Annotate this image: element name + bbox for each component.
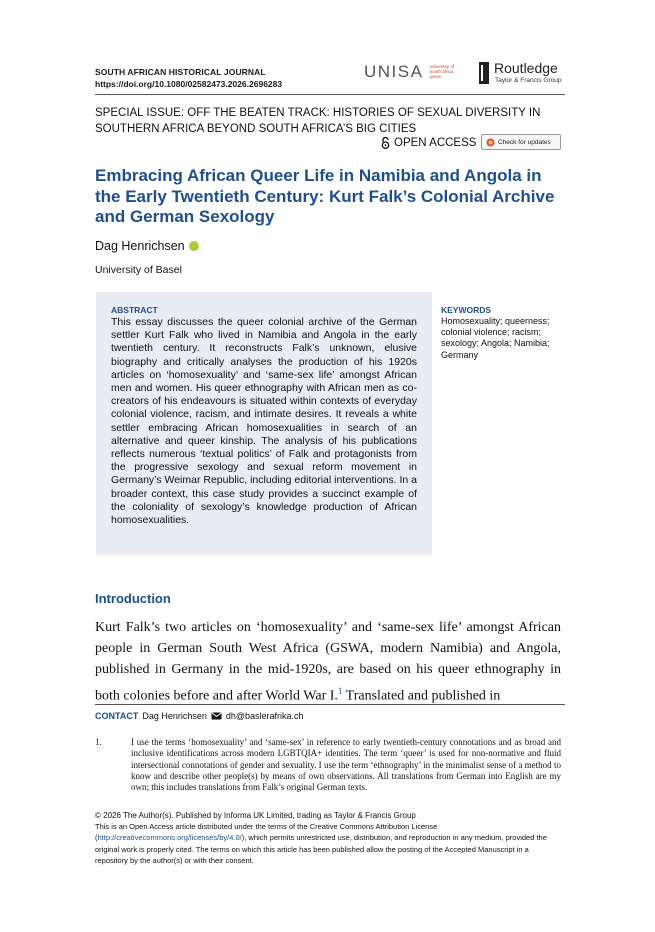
copyright-block [95,810,561,866]
routledge-mark-icon [479,62,489,84]
license-link[interactable]: http://creativecommons.org/licenses/by/4.0/ [97,833,242,843]
header-divider [95,94,565,95]
check-updates-icon [486,138,495,147]
routledge-logo-subtitle: Taylor & Francis Group [495,77,562,84]
author-line [95,239,199,253]
abstract-heading: ABSTRACT [111,305,158,315]
envelope-icon [211,712,222,720]
footnote-text: I use the terms ‘homosexuality’ and ‘same-sex’ in reference to early twentieth-century connotations and as broad and inclusive identifications across modern LGBTQIA+ identities. The term ‘queer’ is used for non-normative and fluid intersectional connotations of gender and sexuality. I use the term ‘ethnography’ in the minimalist sense of a method to know and describe other people(s) by means of own observations. All translations from German into English are my own; this includes translations from Falk’s original German texts. [131,737,561,793]
keywords-text: Homosexuality; queerness; colonial violence; racism; sexology; Angola; Namibia; Germany [441,316,550,360]
open-access-lock-icon [381,137,390,149]
author-affiliation: University of Basel [95,264,182,276]
license-text-part-2: ), which permits unrestricted use, distribution, and reproduction in any medium, provided the original work is properly cited. The terms on which this article has been published allow the posting of the Accepted Manuscript in a repository by the author(s) or with their consent. [95,833,547,865]
unisa-logo: UNISA [364,62,424,81]
unisa-logo-subtitle: university of south africa press [430,64,455,79]
keywords-heading: KEYWORDS [441,305,492,315]
journal-name: SOUTH AFRICAN HISTORICAL JOURNAL [95,67,266,77]
doi-link[interactable]: https://doi.org/10.1080/02582473.2026.2696283 [95,79,283,89]
special-issue-heading: SPECIAL ISSUE: OFF THE BEATEN TRACK: HISTORIES OF SEXUAL DIVERSITY IN SOUTHERN AFRICA BEYOND SOUTH AFRICA’S BIG CITIES [95,107,541,135]
abstract-text: This essay discusses the queer colonial archive of the German settler Kurt Falk who lived in Namibia and Angola in the early twentieth century. It reconstructs Falk’s unknown, elusive biography and critically analyses the production of his 1920s articles on ‘homosexuality’ and ‘same-sex life’ amongst African men and women. His queer ethnography with African men as co-creators of his endeavours is situated within contexts of everyday colonial violence, racism, and intimate desires. It reveals a white settler embracing African homosexualities in search of an alternative and queer kinship. The analysis of his publications reflects numerous ‘textual politics’ of Falk and protagonists from the progressive sexology and sexual reform movement in Germany’s Weimar Republic, including editorial interventions. In a broader context, this case study provides a succinct example of the coloniality of sexology’s knowledge production of African homosexualities. [111,316,418,527]
copyright-line: © 2026 The Author(s). Published by Informa UK Limited, trading as Taylor & Francis Group [95,811,416,820]
contact-name: Dag Henrichsen [142,711,207,721]
introduction-text-continued: Translated and published in [342,688,501,704]
contact-label: CONTACT [95,711,139,721]
footnote-divider [95,704,565,705]
check-for-updates-label: Check for updates [498,138,551,146]
license-text-part-1: This is an Open Access article distributed under the terms of the Creative Commons Attribution License ( [95,822,438,843]
footnote-number: 1. [95,737,102,747]
open-access-label: OPEN ACCESS [394,137,477,149]
routledge-logo: Routledge [494,60,558,76]
introduction-paragraph [95,617,561,706]
article-title: Embracing African Queer Life in Namibia and Angola in the Early Twentieth Century: Kurt Falk’s Colonial Archive and German Sexology [95,166,555,226]
check-for-updates-button[interactable] [481,134,561,150]
author-name[interactable]: Dag Henrichsen [95,239,185,253]
introduction-text: Kurt Falk’s two articles on ‘homosexuality’ and ‘same-sex life’ amongst African people in German South West Africa (GSWA, modern Namibia) and Angola, published in Germany in the mid-1920s, are based on his queer ethnography in both colonies before and after World War I. [95,620,561,704]
open-access-badge [381,137,476,149]
orcid-icon[interactable] [189,241,199,251]
footnote-reference[interactable]: 1 [337,685,343,696]
license-text [95,821,561,866]
contact-line [95,711,304,721]
contact-email[interactable]: dh@baslerafrika.ch [225,711,304,721]
introduction-heading: Introduction [95,591,171,606]
